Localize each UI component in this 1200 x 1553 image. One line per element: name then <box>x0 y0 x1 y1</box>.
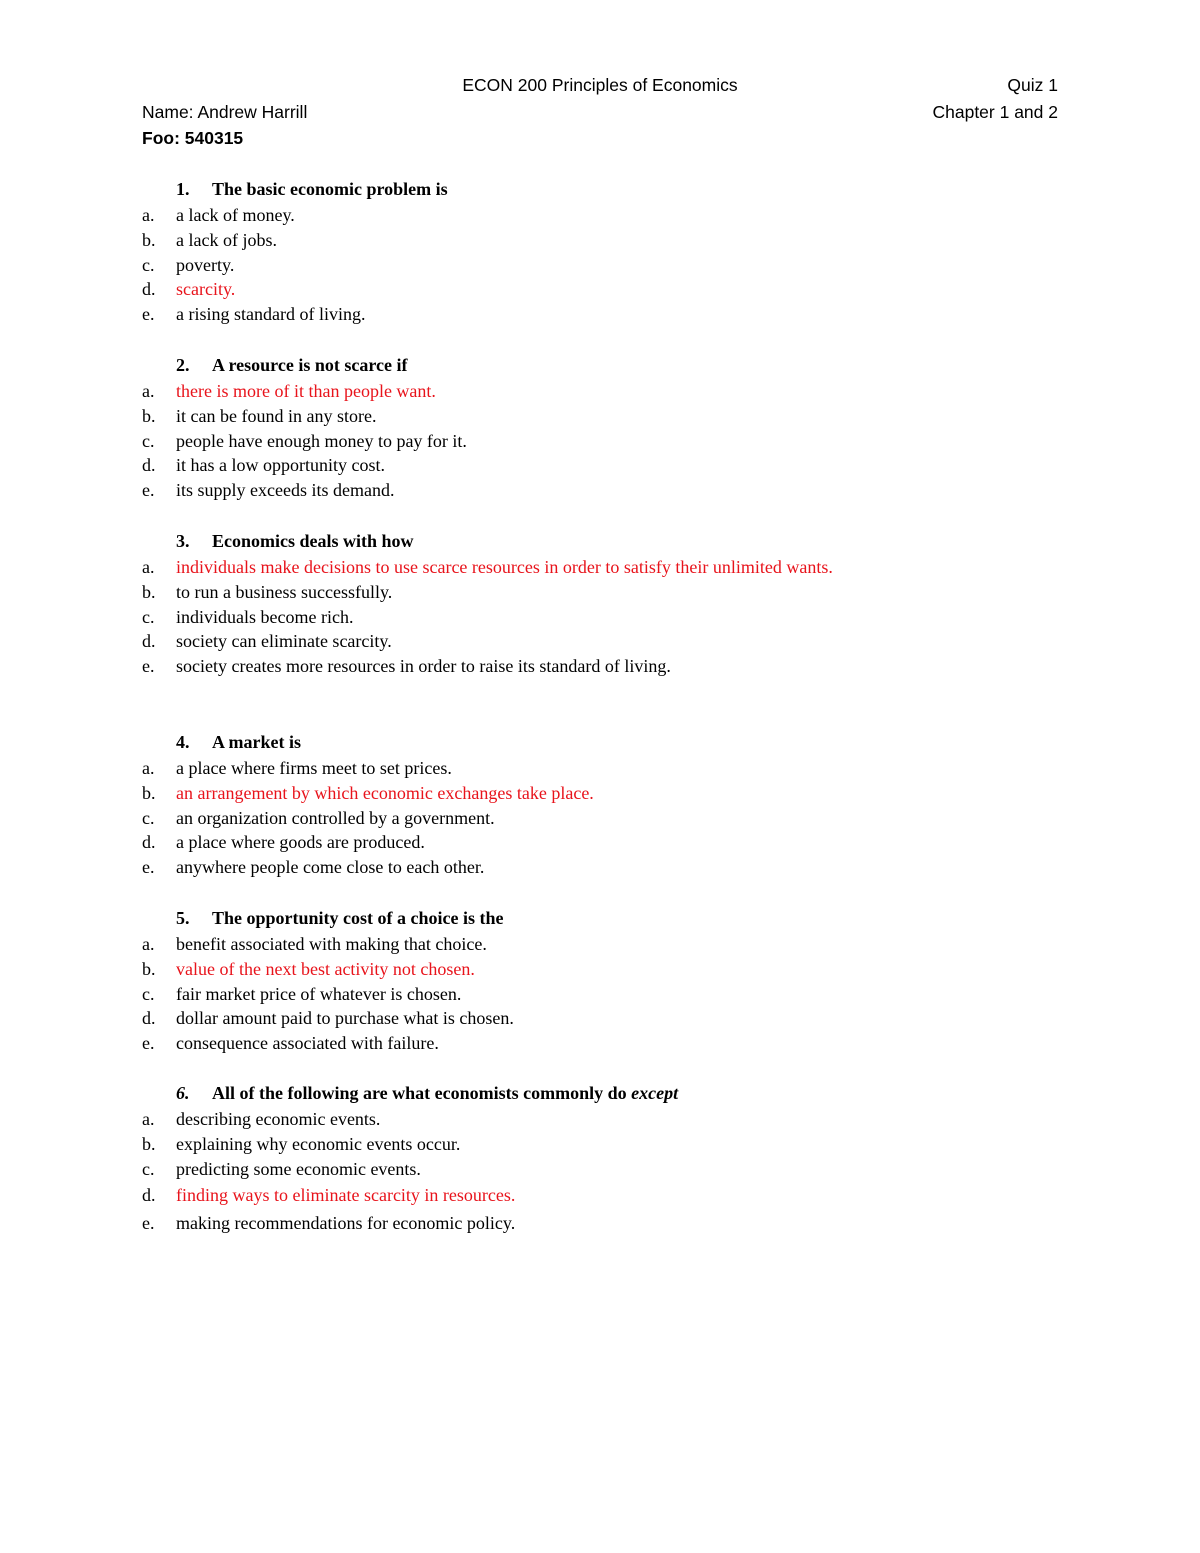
option-letter: a. <box>142 557 155 577</box>
option-text: society can eliminate scarcity. <box>176 631 392 652</box>
answer-option-d <box>142 629 942 654</box>
question-3 <box>142 529 942 679</box>
answer-option-b <box>142 404 942 429</box>
question-prompt <box>142 353 942 377</box>
option-text: value of the next best activity not chosen. <box>176 958 475 979</box>
answer-option-c <box>142 253 942 278</box>
question-text: All of the following are what economists commonly do <box>212 1083 627 1103</box>
option-text: to run a business successfully. <box>176 581 393 602</box>
answer-option-c <box>142 605 942 630</box>
answer-option-e <box>142 302 942 327</box>
option-text: people have enough money to pay for it. <box>176 430 467 451</box>
question-number: 5. <box>176 908 190 928</box>
option-text: its supply exceeds its demand. <box>176 480 395 501</box>
option-text: making recommendations for economic policy. <box>176 1213 516 1234</box>
question-number: 2. <box>176 355 190 375</box>
option-letter: c. <box>142 254 155 275</box>
course-title: ECON 200 Principles of Economics <box>462 75 738 95</box>
option-text: anywhere people come close to each other. <box>176 857 485 878</box>
answer-option-a <box>142 756 942 781</box>
option-letter: a. <box>142 205 155 225</box>
option-letter: c. <box>142 983 155 1004</box>
option-text: fair market price of whatever is chosen. <box>176 983 462 1004</box>
option-letter: d. <box>142 1008 156 1029</box>
question-prompt <box>142 177 942 201</box>
option-letter: b. <box>142 958 156 979</box>
question-text: The basic economic problem is <box>212 179 448 199</box>
answer-option-d <box>142 830 942 855</box>
question-5 <box>142 906 942 1056</box>
option-text: individuals become rich. <box>176 606 354 627</box>
answer-option-d <box>142 453 942 478</box>
option-letter: d. <box>142 631 156 652</box>
question-prompt <box>142 906 942 930</box>
option-letter: a. <box>142 934 155 954</box>
option-text: a place where firms meet to set prices. <box>176 758 452 778</box>
option-letter: a. <box>142 381 155 401</box>
question-number: 6. <box>176 1083 190 1103</box>
answer-option-e <box>142 1209 942 1237</box>
option-text: a lack of money. <box>176 205 295 225</box>
option-text: benefit associated with making that choice. <box>176 934 487 954</box>
option-text: an arrangement by which economic exchanges take place. <box>176 782 594 803</box>
student-name: Name: Andrew Harrill <box>142 102 308 122</box>
question-4 <box>142 730 942 880</box>
option-letter: d. <box>142 832 156 853</box>
question-1 <box>142 177 942 327</box>
chapter-label: Chapter 1 and 2 <box>932 102 1058 122</box>
option-letter: d. <box>142 455 156 476</box>
question-prompt <box>142 730 942 754</box>
question-text: Economics deals with how <box>212 531 414 551</box>
answer-option-d <box>142 1006 942 1031</box>
option-letter: e. <box>142 1033 155 1054</box>
question-number: 4. <box>176 732 190 752</box>
question-6 <box>142 1081 942 1237</box>
question-prompt <box>142 529 942 553</box>
answer-option-d <box>142 277 942 302</box>
foo-id: Foo: 540315 <box>142 128 244 148</box>
answer-option-b <box>142 580 942 605</box>
option-text: a place where goods are produced. <box>176 832 425 853</box>
option-text: consequence associated with failure. <box>176 1033 439 1054</box>
answer-option-e <box>142 1031 942 1056</box>
answer-option-a <box>142 932 942 957</box>
option-letter: d. <box>142 279 156 300</box>
header-row-2 <box>142 100 1058 124</box>
option-text: describing economic events. <box>176 1109 381 1129</box>
option-text: dollar amount paid to purchase what is chosen. <box>176 1008 514 1029</box>
answer-option-e <box>142 478 942 503</box>
option-letter: c. <box>142 606 155 627</box>
answer-option-b <box>142 781 942 806</box>
answer-option-e <box>142 654 942 679</box>
option-text: it can be found in any store. <box>176 405 377 426</box>
option-letter: e. <box>142 1213 155 1234</box>
header-row-3 <box>142 126 1058 150</box>
option-letter: b. <box>142 581 156 602</box>
option-letter: c. <box>142 807 155 828</box>
question-2 <box>142 353 942 503</box>
option-letter: b. <box>142 782 156 803</box>
header-row-1 <box>142 73 1058 97</box>
question-emphasis: except <box>631 1083 679 1103</box>
option-text: a rising standard of living. <box>176 304 366 325</box>
option-letter: e. <box>142 304 155 325</box>
option-text: an organization controlled by a government. <box>176 807 495 828</box>
question-text: The opportunity cost of a choice is the <box>212 908 504 928</box>
option-letter: c. <box>142 430 155 451</box>
option-text: scarcity. <box>176 279 236 300</box>
answer-option-a <box>142 555 946 580</box>
question-text: A market is <box>212 732 301 752</box>
answer-option-b <box>142 957 942 982</box>
option-letter: a. <box>142 1109 155 1129</box>
answer-option-d <box>142 1181 942 1209</box>
option-letter: b. <box>142 405 156 426</box>
option-letter: a. <box>142 758 155 778</box>
answer-option-c <box>142 1157 942 1182</box>
answer-option-a <box>142 1107 942 1132</box>
option-letter: e. <box>142 656 155 677</box>
answer-option-b <box>142 228 942 253</box>
question-prompt <box>142 1081 942 1105</box>
answer-option-c <box>142 982 942 1007</box>
answer-option-b <box>142 1132 942 1157</box>
option-text: there is more of it than people want. <box>176 381 436 401</box>
option-letter: c. <box>142 1158 155 1179</box>
option-letter: e. <box>142 480 155 501</box>
option-text: finding ways to eliminate scarcity in resources. <box>176 1185 516 1206</box>
answer-option-c <box>142 429 942 454</box>
answer-option-e <box>142 855 942 880</box>
option-letter: d. <box>142 1185 156 1206</box>
option-text: individuals make decisions to use scarce resources in order to satisfy their unlimited wants. <box>176 557 833 577</box>
quiz-label: Quiz 1 <box>1007 75 1058 95</box>
answer-option-c <box>142 806 942 831</box>
question-text: A resource is not scarce if <box>212 355 408 375</box>
option-text: society creates more resources in order to raise its standard of living. <box>176 656 671 677</box>
option-text: a lack of jobs. <box>176 229 277 250</box>
option-text: predicting some economic events. <box>176 1158 421 1179</box>
answer-option-a <box>142 203 942 228</box>
option-letter: b. <box>142 1133 156 1154</box>
option-letter: b. <box>142 229 156 250</box>
option-letter: e. <box>142 857 155 878</box>
answer-option-a <box>142 379 942 404</box>
option-text: it has a low opportunity cost. <box>176 455 385 476</box>
question-number: 1. <box>176 179 190 199</box>
option-text: explaining why economic events occur. <box>176 1133 461 1154</box>
option-text: poverty. <box>176 254 235 275</box>
question-number: 3. <box>176 531 190 551</box>
